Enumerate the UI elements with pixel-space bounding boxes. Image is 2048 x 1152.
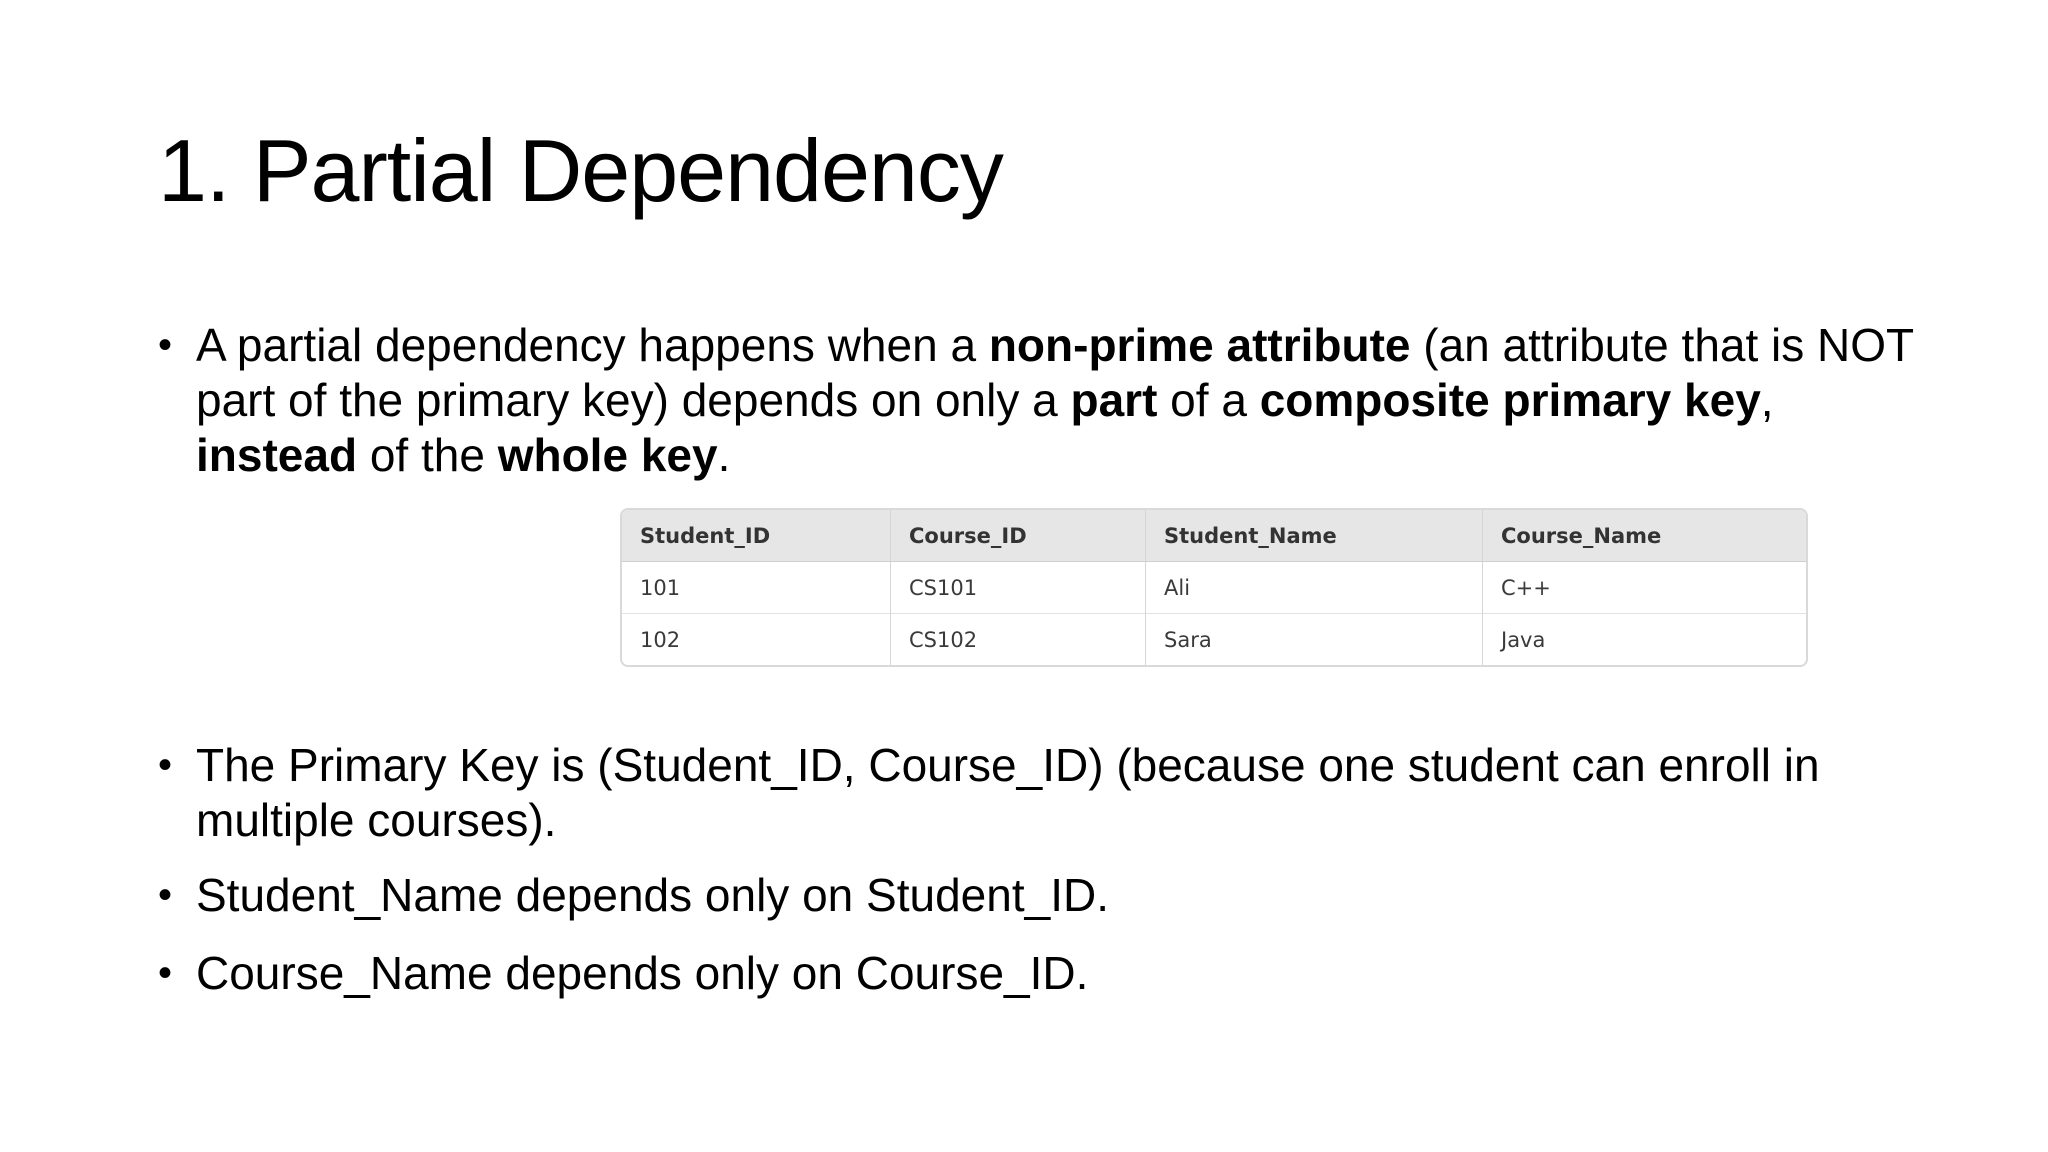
table-cell: 101 bbox=[622, 562, 891, 614]
table-cell: C++ bbox=[1501, 575, 1551, 600]
bullet-text: The Primary Key is (Student_ID, Course_ID) (because one student can enroll in multiple courses). bbox=[196, 739, 1820, 846]
table-row bbox=[622, 614, 1806, 666]
column-header: Course_ID bbox=[891, 510, 1146, 562]
bullet-marker: • bbox=[158, 951, 173, 995]
column-header: Student_Name bbox=[1146, 510, 1483, 562]
bullet-student-name-dependency bbox=[158, 868, 1918, 923]
table-header-row bbox=[622, 510, 1806, 562]
table-cell: 102 bbox=[622, 614, 891, 666]
slide-title: 1. Partial Dependency bbox=[158, 121, 1003, 220]
bullet-text: A partial dependency happens when a non-prime attribute (an attribute that is NOT part of the primary key) depends on only a part of a composite primary key, instead of the whole key. bbox=[196, 319, 1914, 481]
table-row bbox=[622, 562, 1806, 614]
table-cell: Sara bbox=[1146, 614, 1483, 666]
table-cell: Ali bbox=[1146, 562, 1483, 614]
bullet-marker: • bbox=[158, 323, 173, 367]
bullet-primary-key bbox=[158, 738, 1918, 848]
bullet-course-name-dependency bbox=[158, 946, 1918, 1001]
column-header: Student_ID bbox=[622, 510, 891, 562]
bullet-text: Course_Name depends only on Course_ID. bbox=[196, 947, 1089, 999]
bullet-partial-dependency-definition bbox=[158, 318, 1918, 483]
bullet-marker: • bbox=[158, 873, 173, 917]
table-cell: CS101 bbox=[891, 562, 1146, 614]
table-cell: Java bbox=[1483, 614, 1807, 666]
table-cell: CS102 bbox=[891, 614, 1146, 666]
example-table bbox=[620, 508, 1808, 667]
bullet-marker: • bbox=[158, 743, 173, 787]
bullet-text: Student_Name depends only on Student_ID. bbox=[196, 869, 1109, 921]
column-header: Course_Name bbox=[1483, 510, 1807, 562]
